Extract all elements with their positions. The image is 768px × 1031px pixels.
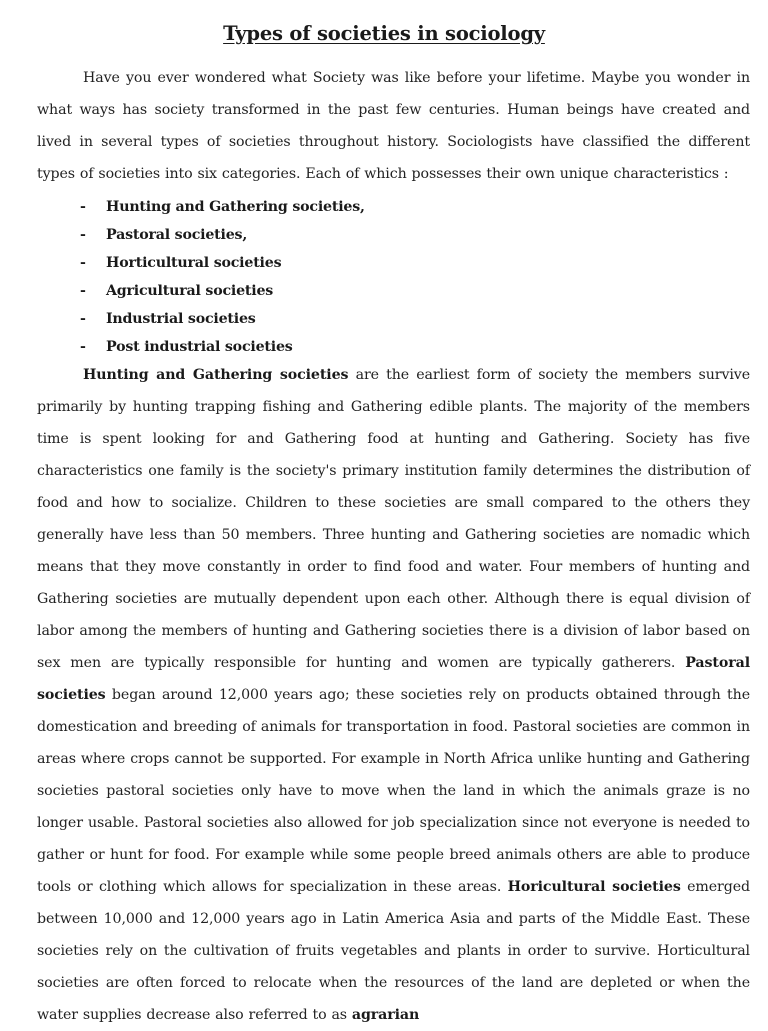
list-marker: -	[80, 311, 86, 327]
list-item	[0, 221, 768, 249]
text-hunting-gathering: are the earliest form of society the members survive primarily by hunting trapping fishing and Gathering edible plants. The majority of the members time is spent looking for and Gathering food at hunting and Gathering. Society has five characteristics one family is the society's primary institution family determines the distribution of food and how to socialize. Children to these societies are small compared to the others they generally have less than 50 members. Three hunting and Gathering societies are nomadic which means that they move constantly in order to find food and water. Four members of hunting and Gathering societies are mutually dependent upon each other. Although there is equal division of labor among the members of hunting and Gathering societies there is a division of labor based on sex men are typically responsible for hunting and women are typically gatherers.	[37, 367, 751, 671]
term-agrarian: agrarian	[351, 1007, 420, 1023]
list-item-label: Pastoral societies,	[106, 227, 248, 243]
list-item	[0, 277, 768, 305]
list-marker: -	[80, 199, 86, 215]
main-text	[37, 359, 750, 1031]
society-types-list	[0, 193, 768, 361]
list-item-label: Agricultural societies	[106, 283, 274, 299]
list-marker: -	[80, 283, 86, 299]
list-marker: -	[80, 227, 86, 243]
term-pastoral: Pastoral societies	[37, 655, 750, 703]
list-item-label: Post industrial societies	[106, 339, 293, 355]
intro-paragraph	[37, 62, 750, 190]
list-item-label: Industrial societies	[106, 311, 256, 327]
list-marker: -	[80, 339, 86, 355]
list-item-label: Hunting and Gathering societies,	[106, 199, 365, 215]
intro-text: Have you ever wondered what Society was like before your lifetime. Maybe you wonder in what ways has society transformed in the past few centuries. Human beings have created and lived in several types of societies throughout history. Sociologists have classified the different types of societies into six categories. Each of which possesses their own unique characteristics :	[37, 70, 750, 182]
list-item	[0, 249, 768, 277]
list-item	[0, 193, 768, 221]
list-item	[0, 333, 768, 361]
text-pastoral: began around 12,000 years ago; these societies rely on products obtained through the domestication and breeding of animals for transportation in food. Pastoral societies are common in areas where crops cannot be supported. For example in North Africa unlike hunting and Gathering societies pastoral societies only have to move when the land in which the animals graze is no longer usable. Pastoral societies also allowed for job specialization since not everyone is needed to gather or hunt for food. For example while some people breed animals others are able to produce tools or clothing which allows for specialization in these areas.	[37, 687, 750, 895]
term-hunting-gathering: Hunting and Gathering societies	[83, 367, 349, 383]
term-horticultural: Horicultural societies	[507, 879, 681, 895]
list-marker: -	[80, 255, 86, 271]
text-horticultural: emerged between 10,000 and 12,000 years ago in Latin America Asia and parts of the Middle East. These societies rely on the cultivation of fruits vegetables and plants in order to survive. Horticultural societies are often forced to relocate when the resources of the land are depleted or when the water supplies decrease also referred to as	[37, 879, 750, 1023]
document-title: Types of societies in sociology	[223, 22, 545, 45]
main-paragraph	[37, 359, 750, 1031]
list-item	[0, 305, 768, 333]
list-item-label: Horticultural societies	[106, 255, 282, 271]
